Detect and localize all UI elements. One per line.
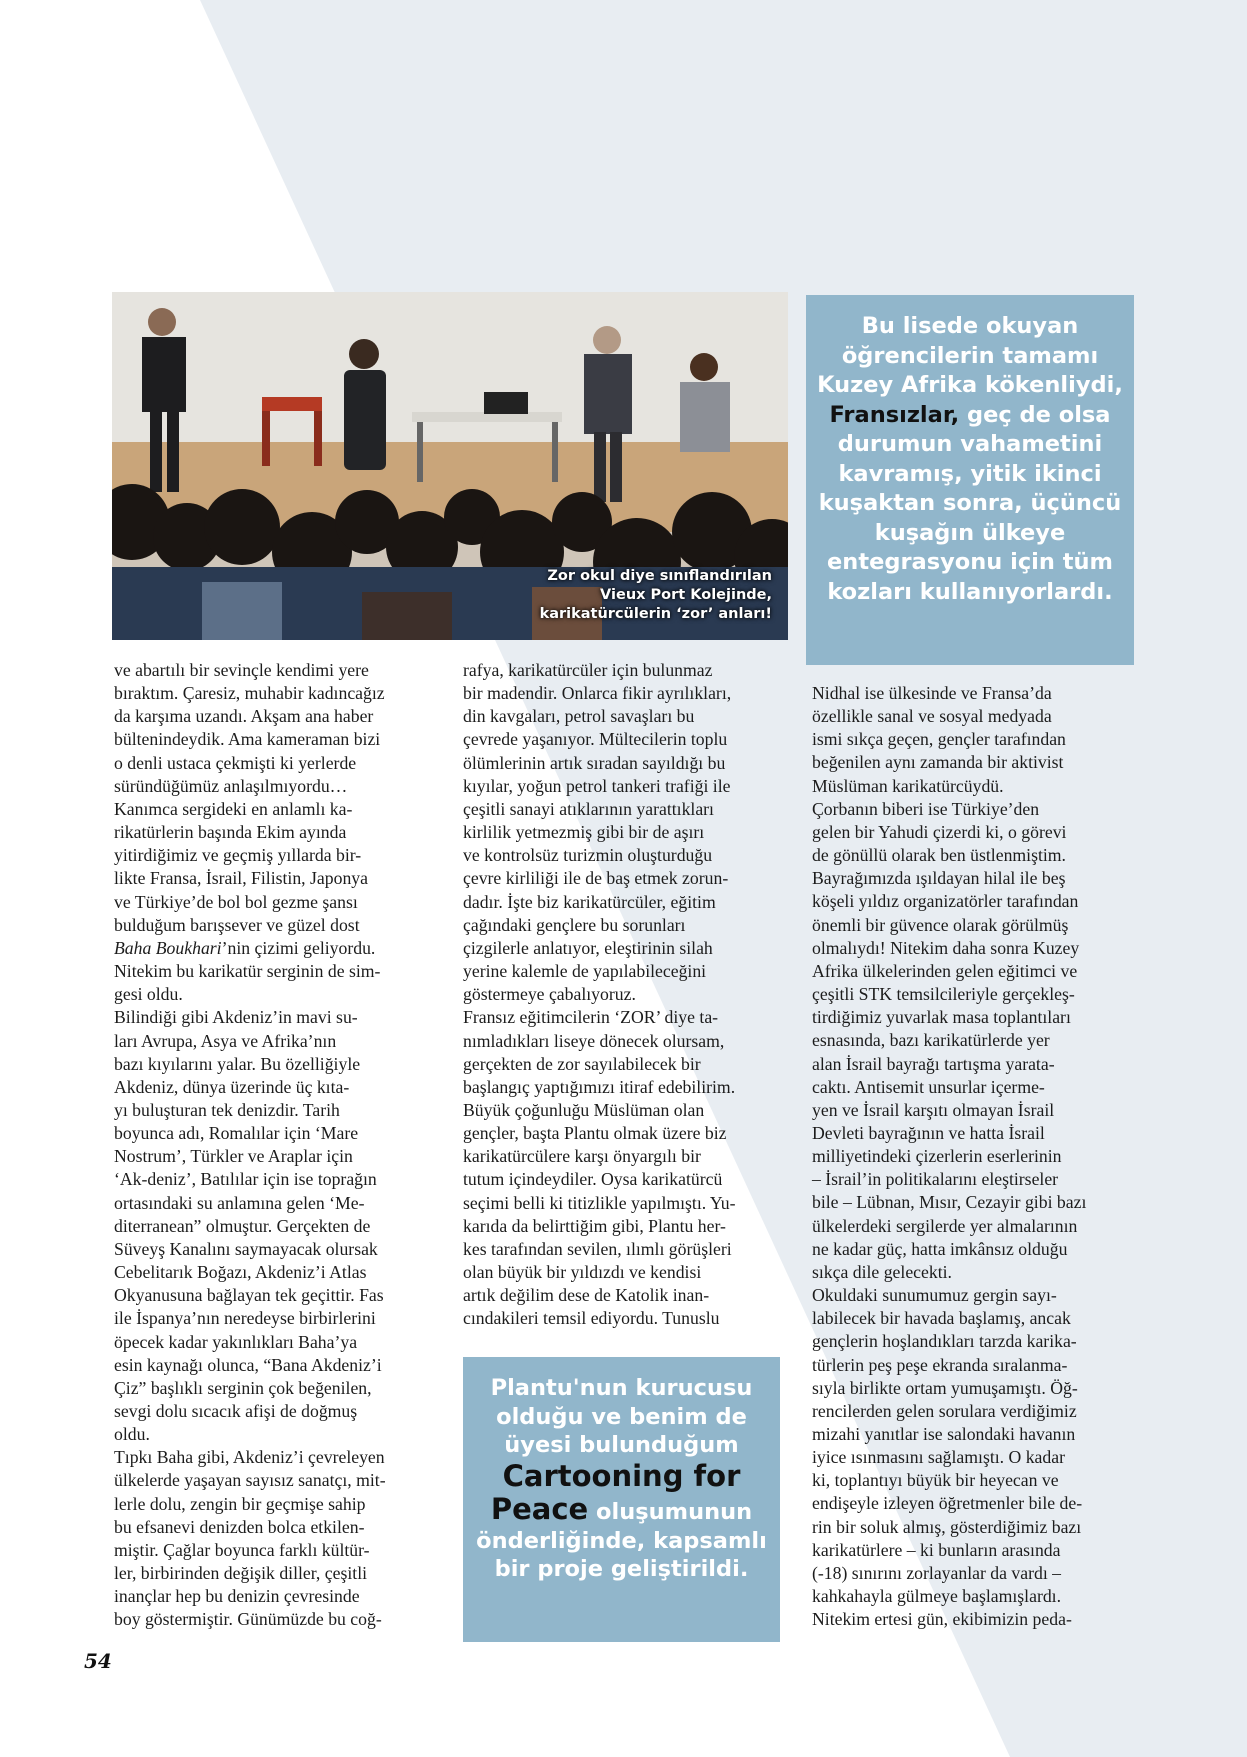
photo-caption: Zor okul diye sınıflandırılan Vieux Port Kolejinde, karikatürcülerin ‘zor’ anları!: [539, 568, 772, 622]
article-column-1: [114, 659, 444, 1632]
column-1-italic-name: Baha Boukhari: [114, 937, 222, 958]
column-1-text-a: ve abartılı bir sevinçle kendimi yere bıraktım. Çaresiz, muhabir kadıncağız da karşıma uzandı. Akşam ana haber bültenindeydik. Ama kameraman bizi o denli ustaca çekmişti ki yerlerde süründüğümüz anlaşılmıyordu… Kanımca sergideki en anlamlı ka- rikatürlerin başında Ekim ayında yitirdiğimiz ve geçmiş yıllarda bir- likte Fransa, İsrail, Filistin, Japonya ve Türkiye’de bol bol gezme şansı bulduğum barışsever ve güzel dost: [114, 660, 385, 935]
pull-quote-top-part1: Bu lisede okuyan öğrencilerin tamamı Kuzey Afrika kökenliydi,: [817, 313, 1123, 398]
classroom-photo: [112, 292, 788, 640]
pull-quote-top: [806, 295, 1134, 665]
page-number: 54: [84, 1649, 112, 1673]
pull-quote-bottom-part2: oluşumunun önderliğinde, kapsamlı bir proje geliştirildi.: [476, 1499, 767, 1582]
pull-quote-bottom-highlight: Cartooning for Peace: [490, 1458, 741, 1526]
article-column-3: Nidhal ise ülkesinde ve Fransa’da özellikle sanal ve sosyal medyada ismi sıkça geçen, gençler tarafından beğenilen aynı zamanda bir aktivist Müslüman karikatürcüydü. Çorbanın biberi ise Türkiye’den gelen bir Yahudi çizerdi ki, o görevi de gönüllü olarak ben üstlenmiştim. Bayrağımızda ışıldayan hilal ile beş köşeli yıldız organizatörler tarafından önemli bir güvence olarak görülmüş olmalıydı! Nitekim daha sonra Kuzey Afrika ülkelerinden gelen eğitimci ve çeşitli STK temsilcileriyle gerçekleş- tirdiğimiz yuvarlak masa toplantıları esnasında, bazı karikatürlerde yer alan İsrail bayrağı tartışma yarata- caktı. Antisemit unsurlar içerme- yen ve İsrail karşıtı olmayan İsrail Devleti bayrağının ve hatta İsrail milliyetindeki çizerlerin eserlerinin – İsrail’in politikalarını eleştirseler bile – Lübnan, Mısır, Cezayir gibi bazı ülkelerdeki sergilerde yer almalarının ne kadar güç, hatta imkânsız olduğu sıkça dile gelecekti. Okuldaki sunumumuz gergin sayı- labilecek bir havada başlamış, ancak gençlerin hoşlandıkları tarzda karika- türlerin peş peşe ekranda sıralanma- sıyla birlikte ortam yumuşamıştı. Öğ- rencilerden gelen sorulara verdiğimiz mizahi yanıtlar ise salondaki havanın iyice ısınmasını sağlamıştı. O kadar ki, toplantıyı büyük bir heyecan ve endişeyle izleyen öğretmenler bile de- rin bir soluk almış, gösterdiğimiz bazı karikatürlere – ki bunların arasında (-18) sınırını zorlayanlar da vardı – kahkahayla gülmeye başlamışlardı. Nitekim ertesi gün, ekibimizin peda-: [812, 683, 1087, 1630]
pull-quote-bottom: [463, 1357, 780, 1642]
pull-quote-top-highlight: Fransızlar,: [829, 401, 960, 428]
column-1-text-b: ’nin çizimi geliyordu. Nitekim bu karikatür serginin de sim- gesi oldu. Bilindiği gibi Akdeniz’in mavi su- ları Avrupa, Asya ve Afrika’nın bazı kıyılarını yalar. Bu özelliğiyle Akdeniz, dünya üzerinde üç kıta- yı buluşturan tek denizdir. Tarih boyunca adı, Romalılar için ‘Mare Nostrum’, Türkler ve Araplar için ‘Ak-deniz’, Batılılar için ise toprağın ortasındaki su anlamına gelen ‘Me- diterranean” olmuştur. Gerçekten de Süveyş Kanalını saymayacak olursak Cebelitarık Boğazı, Akdeniz’i Atlas Okyanusuna bağlayan tek geçittir. Fas ile İspanya’nın neredeyse birbirlerini öpecek kadar yakınlıkları Baha’ya esin kaynağı olunca, “Bana Akdeniz’i Çiz” başlıklı serginin çok beğenilen, sevgi dolu sıcacık afişi de doğmuş oldu. Tıpkı Baha gibi, Akdeniz’i çevreleyen ülkelerde yaşayan sayısız sanatçı, mit- lerle dolu, zengin bir geçmişe sahip bu efsanevi denizden bolca etkilen- miştir. Çağlar boyunca farklı kültür- ler, birbirinden değişik diller, çeşitli inançlar hep bu denizin çevresinde boy göstermiştir. Günümüzde bu coğ-: [114, 937, 386, 1630]
pull-quote-top-part2: geç de olsa durumun vahametini kavramış, yitik ikinci kuşaktan sonra, üçüncü kuşağın ülkeye entegrasyonu için tüm kozları kullanıyorlardı.: [818, 401, 1122, 605]
pull-quote-bottom-part1: Plantu'nun kurucusu olduğu ve benim de üyesi bulunduğum: [490, 1375, 753, 1458]
article-column-2: rafya, karikatürcüler için bulunmaz bir madendir. Onlarca fikir ayrılıkları, din kavgaları, petrol savaşları bu çevrede yaşanıyor. Mültecilerin toplu ölümlerinin artık sıradan sayıldığı bu kıyılar, yoğun petrol tankeri trafiği ile çeşitli sanayi atıklarının yarattıkları kirlilik yetmezmiş gibi bir de aşırı ve kontrolsüz turizmin oluşturduğu çevre kirliliği ile de baş etmek zorun- dadır. İşte biz karikatürcüler, eğitim çağındaki gençlere bu sorunları çizgilerle anlatıyor, eleştirinin silah yerine kalemle de yapılabileceğini göstermeye çabalıyoruz. Fransız eğitimcilerin ‘ZOR’ diye ta- nımladıkları liseye dönecek olursam, gerçekten de zor sayılabilecek bir başlangıç yaptığımızı itiraf edebilirim. Büyük çoğunluğu Müslüman olan gençler, başta Plantu olmak üzere biz karikatürcülere karşı önyargılı bir tutum içindeydiler. Oysa karikatürcü seçimi belli ki titizlikle yapılmıştı. Yu- karıda da belirttiğim gibi, Plantu her- kes tarafından sevilen, ılımlı görüşleri olan büyük bir yıldızdı ve kendisi artık değilim dese de Katolik inan- cındakileri temsil ediyordu. Tunuslu: [463, 660, 736, 1329]
